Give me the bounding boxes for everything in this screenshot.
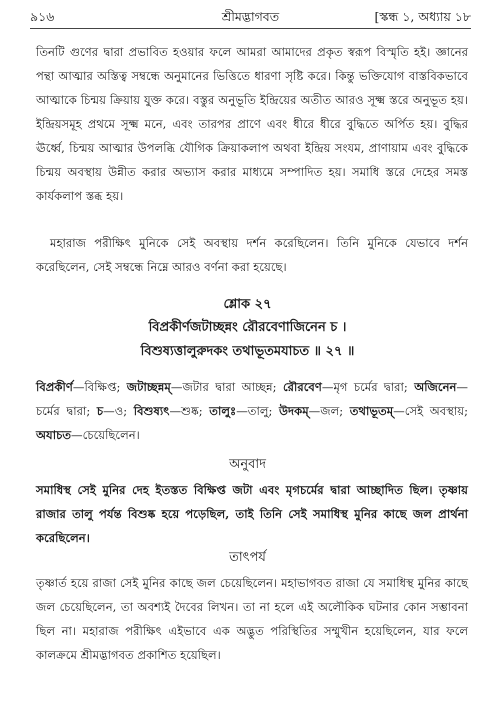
synonym-word: চ <box>96 404 104 418</box>
synonym-word: জটাচ্ছন্নম্ <box>126 380 171 394</box>
page-number: ৯১৬ <box>30 9 55 24</box>
synonym-word: অযাচত <box>36 428 72 442</box>
synonyms: বিপ্রকীর্ণ—বিক্ষিপ্ত; জটাচ্ছন্নম্—জটার দ্বারা আচ্ছন্ন; রৌরবেণ—মৃগ চর্মের দ্বারা; অজিনেন—চর্মের দ্বারা; চ—ও; বিশুষ্যৎ—শুষ্ক; তালুঃ—তালু; উদকম্—জল; তথাভূতম্—সেই অবস্থায়; অযাচত—চেয়েছিলেন। <box>36 380 469 442</box>
synonym-meaning: তালু; <box>247 404 279 418</box>
synonym-word: অজিনেন <box>414 380 457 394</box>
verse-title: শ্লোক ২৭ <box>223 297 272 312</box>
synonym-word: রৌরবেণ <box>282 380 322 394</box>
page-header <box>30 6 471 28</box>
prev-purport-paragraph-2: মহারাজ পরীক্ষিৎ মুনিকে সেই অবস্থায় দর্শন করেছিলেন। তিনি মুনিকে যেভাবে দর্শন করেছিলেন, সেই সম্বন্ধে নিম্নে আরও বর্ণনা করা হয়েছে। <box>36 236 468 274</box>
verse-line-1: বিপ্রকীর্ণজটাচ্ছন্নং রৌরবেণাজিনেন চ । <box>148 320 347 335</box>
synonym-meaning: চর্মের দ্বারা; <box>36 404 97 418</box>
prev-purport-paragraph-1: তিনটি গুণের দ্বারা প্রভাবিত হওয়ার ফলে আমরা আমাদের প্রকৃত স্বরূপ বিস্মৃতি হই। জ্ঞানের পন্থা আত্মার অস্তিত্ব সম্বন্ধে অনুমানের ভিত্তিতে ধারণা সৃষ্টি করে। কিন্তু ভক্তিযোগ বাস্তবিকভাবে আত্মাকে চিন্ময় ক্রিয়ায় যুক্ত করে। বস্তুর অনুভূতি ইন্দ্রিয়ের অতীত আরও সূক্ষ্ম স্তরে অনুভূত হয়। ইন্দ্রিয়সমূহ প্রথমে সূক্ষ্ম মনে, এবং তারপর প্রাণে এবং ধীরে ধীরে বুদ্ধিতে অর্পিত হয়। বুদ্ধির ঊর্ধ্বে, চিন্ময় আত্মার উপলব্ধি যৌগিক ক্রিয়াকলাপ অথবা ইন্দ্রিয় সংযম, প্রাণায়াম এবং বুদ্ধিকে চিন্ময় অবস্থায় উন্নীত করার অভ্যাস করার মাধ্যমে সম্পাদিত হয়। সমাধি স্তরে দেহের সমস্ত কার্যকলাপ স্তব্ধ হয়। <box>36 45 468 203</box>
synonym-meaning: চেয়েছিলেন। <box>82 428 140 442</box>
synonym-meaning: শুষ্ক; <box>181 404 210 418</box>
synonym-word: বিপ্রকীর্ণ <box>36 380 73 394</box>
synonym-word: তালুঃ <box>209 404 237 418</box>
synonym-meaning: জল; <box>320 404 350 418</box>
book-title: শ্রীমদ্ভাগবত <box>221 9 280 24</box>
synonym-word: তথাভূতম্ <box>349 404 394 418</box>
header-rule <box>30 28 471 29</box>
synonym-meaning: সেই অবস্থায়; <box>404 404 469 418</box>
translation-text: সমাধিস্থ সেই মুনির দেহ ইতস্তত বিক্ষিপ্ত জটা এবং মৃগচর্মের দ্বারা আচ্ছাদিত ছিল। তৃষ্ণায় রাজার তালু পর্যন্ত বিশুষ্ক হয়ে পড়েছিল, তাই তিনি সেই সমাধিস্থ মুনির কাছে জল প্রার্থনা করেছিলেন। <box>36 483 468 545</box>
canto-chapter: [স্কন্ধ ১, অধ্যায় ১৮ <box>374 9 471 24</box>
synonym-word: উদকম্ <box>279 404 309 418</box>
synonym-meaning: জটার দ্বারা আচ্ছন্ন; <box>182 380 283 394</box>
purport-heading: তাৎপর্য <box>229 550 266 565</box>
synonym-meaning: ও; <box>114 404 134 418</box>
purport-text: তৃষ্ণার্ত হয়ে রাজা সেই মুনির কাছে জল চেয়েছিলেন। মহাভাগবত রাজা যে সমাধিস্থ মুনির কাছে জল চেয়েছিলেন, তা অবশ্যই দৈবের লিখন। তা না হলে এই অলৌকিক ঘটনার কোন সম্ভাবনা ছিল না। মহারাজ পরীক্ষিৎ এইভাবে এক অদ্ভুত পরিস্থিতির সম্মুখীন হয়েছিলেন, যার ফলে কালক্রমে শ্রীমদ্ভাগবত প্রকাশিত হয়েছিল। <box>36 576 468 662</box>
synonym-word: বিশুষ্যৎ <box>133 404 170 418</box>
synonym-meaning: বিক্ষিপ্ত; <box>84 380 127 394</box>
verse-line-2: বিশুষ্যত্তালুরুদকং তথাভূতমযাচত ॥ ২৭ ॥ <box>140 344 355 359</box>
translation-heading: অনুবাদ <box>229 457 266 472</box>
synonym-meaning: মৃগ চর্মের দ্বারা; <box>333 380 415 394</box>
